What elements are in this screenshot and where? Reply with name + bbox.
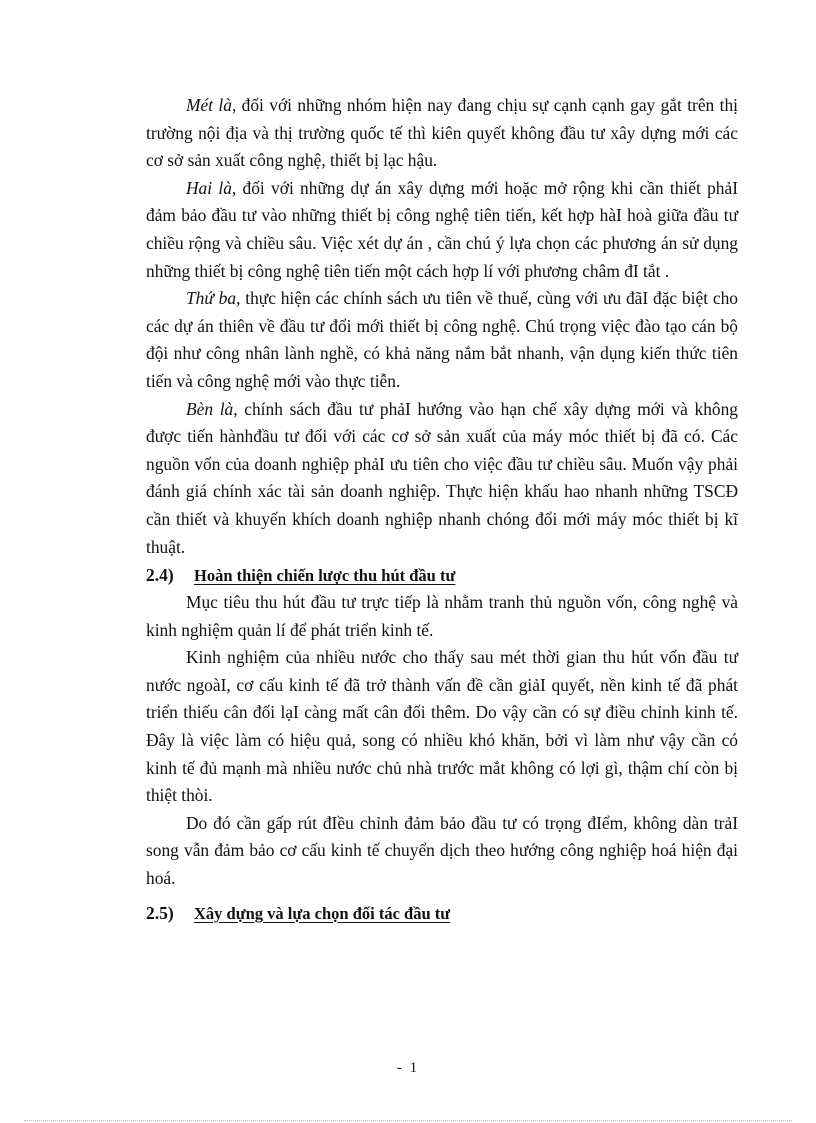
paragraph-lead: Thứ ba, xyxy=(186,288,241,309)
paragraph-text: , đối với những nhóm hiện nay đang chịu sự cạnh cạnh gay gắt trên thị trường nội địa và thị trường quốc tế thì kiên quyết không đầu tư xây dựng mới các cơ sở sản xuất công nghệ, thiết bị lạc hậu. xyxy=(146,95,738,171)
paragraph-lead: Bèn là, xyxy=(186,398,238,419)
section-heading-2-5 xyxy=(146,899,738,927)
paragraph-6: Kinh nghiệm của nhiều nước cho thấy sau mét thời gian thu hút vốn đầu tư nước ngoàI, cơ cấu kinh tế đã trở thành vấn đề cần giảI quyết, nền kinh tế đã phát triển thiếu cân đối lạI càng mất cân đối thêm. Do vậy cần có sự điều chỉnh kinh tế. Đây là việc làm có hiệu quả, song có nhiều khó khăn, bởi vì làm như vậy cần có kinh tế đủ mạnh mà nhiều nước chủ nhà trước mắt không có lợi gì, thậm chí còn bị thiệt thòi. xyxy=(146,647,738,806)
document-body xyxy=(146,92,738,927)
paragraph-text: thực hiện các chính sách ưu tiên về thuế, cùng với ưu đãI đặc biệt cho các dự án thiên về đầu tư đổi mới thiết bị công nghệ. Chú trọng việc đào tạo cán bộ đội như công nhân lành nghề, có khả năng nắm bắt nhanh, vận dụng kiến thức tiên tiến và công nghệ mới vào thực tiễn. xyxy=(146,288,738,391)
paragraph-7: Do đó cần gấp rút đIều chỉnh đảm bảo đầu tư có trọng đIểm, không dàn trảI song vẫn đảm bảo cơ cấu kinh tế chuyển dịch theo hướng công nghiệp hoá hiện đại hoá. xyxy=(146,812,738,889)
paragraph-lead: Hai là xyxy=(186,177,232,198)
section-number: 2.4) xyxy=(146,565,174,586)
section-number: 2.5) xyxy=(146,902,174,923)
section-title: Hoàn thiện chiến lược thu hút đầu tư xyxy=(194,566,456,586)
paragraph-5: Mục tiêu thu hút đầu tư trực tiếp là nhằm tranh thủ nguồn vốn, công nghệ và kinh nghiệm quản lí để phát triển kinh tế. xyxy=(146,592,738,640)
section-title: Xây dựng và lựa chọn đối tác đầu tư xyxy=(194,903,451,923)
paragraph-text: chính sách đầu tư phảI hướng vào hạn chế xây dựng mới và không được tiến hànhđầu tư đối với các cơ sở sản xuất của máy móc thiết bị đã có. Các nguồn vốn của doanh nghiệp phảI ưu tiên cho việc đầu tư chiều sâu. Muốn vậy phải đánh giá chính xác tài sản doanh nghiệp. Thực hiện khấu hao nhanh những TSCĐ cần thiết và khuyến khích doanh nghiệp nhanh chóng đổi mới máy móc thiết bị kĩ thuật. xyxy=(146,398,738,557)
paragraph-lead: Mét là xyxy=(186,95,232,115)
paragraph-3 xyxy=(146,285,738,395)
page-bottom-divider xyxy=(24,1120,792,1121)
section-heading-2-4 xyxy=(146,561,738,589)
paragraph-4 xyxy=(146,396,738,562)
paragraph-text: , đối với những dự án xây dựng mới hoặc mở rộng khi cần thiết phảI đảm bảo đầu tư vào những thiết bị công nghệ tiên tiến, kết hợp hàI hoà giữa đầu tư chiều rộng và chiều sâu. Việc xét dự án , cần chú ý lựa chọn các phương án sử dụng những thiết bị công nghệ tiên tiến một cách hợp lí với phương châm đI tắt . xyxy=(146,177,738,281)
paragraph-2 xyxy=(146,175,738,285)
page-number: - 1 xyxy=(396,1060,420,1076)
paragraph-1 xyxy=(146,92,738,175)
